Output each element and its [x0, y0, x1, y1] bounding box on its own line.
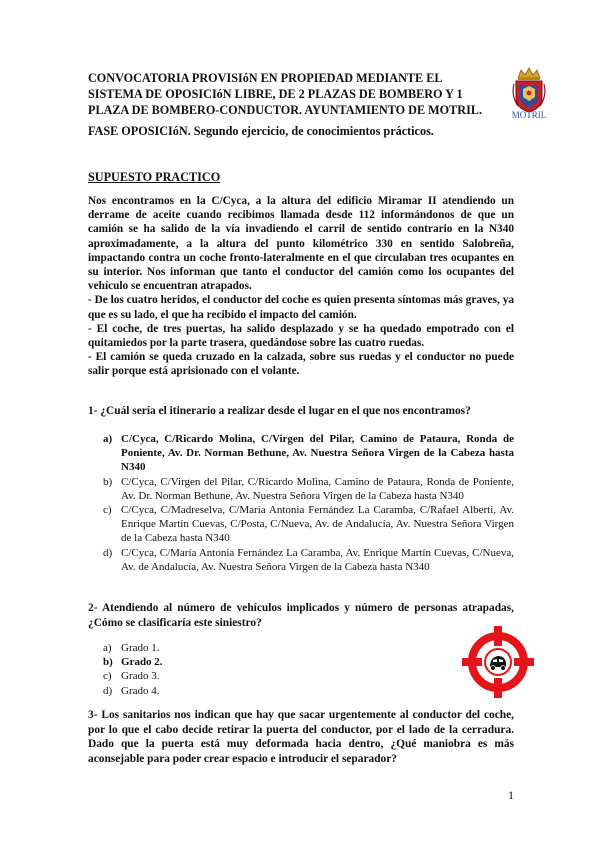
logo-text: MOTRIL: [511, 110, 547, 120]
answer-letter: b): [103, 656, 113, 669]
scenario-paragraph: Nos encontramos en la C/Cyca, a la altura del edificio Miramar II atendiendo un derrame de aceite cuando recibimos llamada desde 112 informándonos de que un camión se ha salido de la vía invadiendo el carril de sentido contrario en la N340 aproximadamente, a la altura del punto kilométrico 330 en sentido Salobreña, impactando contra un coche fronto-lateralmente en el que circulaban tres ocupantes en su interior. Nos informan que tanto el conductor del camión como los ocupantes del vehículo se encuentran atrapados.: [88, 195, 514, 293]
question-3: 3- Los sanitarios nos indican que hay que sacar urgentemente al conductor del coche, por lo que el cabo decide retirar la puerta del conductor, por el lado de la cerradura. Dado que la puerta está muy deformada hacia dentro, ¿Qué maniobra es más aconsejable para poder crear espacio e introducir el separador?: [88, 709, 514, 765]
answer-text: C/Cyca, C/Ricardo Molina, C/Virgen del Pilar, Camino de Pataura, Ronda de Poniente, Av. Dr. Norman Bethune, Av. Nuestra Señora Virgen de la Cabeza hasta N340: [121, 433, 514, 474]
answer-item: [103, 641, 321, 655]
answer-letter: a): [103, 433, 113, 445]
answer-text: Grado 2.: [121, 656, 163, 669]
motril-coat-of-arms-logo: [509, 66, 549, 124]
answer-item: [103, 655, 321, 669]
answer-item: [103, 546, 514, 574]
scenario-paragraph: - De los cuatro heridos, el conductor del coche es quien presenta síntomas más graves, ya que es su lado, el que ha recibido el impacto del camión.: [88, 294, 514, 321]
crosshair-target-icon: [462, 626, 534, 698]
answer-item: [103, 475, 514, 503]
answer-text: C/Cyca, C/María Antonia Fernández La Caramba, Av. Enrique Martín Cuevas, C/Nueva, Av. de Andalucía, Av. Nuestra Señora Virgen de la Cabeza hasta N340: [121, 546, 514, 573]
convocatoria-title: [88, 70, 508, 118]
title-line-2: SISTEMA DE OPOSICIóN LIBRE, DE 2 PLAZAS DE BOMBERO Y 1: [88, 87, 463, 101]
answer-text: Grado 4.: [121, 684, 160, 697]
answer-letter: c): [103, 504, 112, 517]
title-line-3: PLAZA DE BOMBERO-CONDUCTOR. AYUNTAMIENTO DE MOTRIL.: [88, 103, 482, 117]
question-1: 1- ¿Cuál sería el itinerario a realizar desde el lugar en el que nos encontramos?: [88, 405, 471, 417]
answer-letter: a): [103, 642, 112, 654]
scenario-text: [88, 194, 514, 379]
scenario-paragraph: - El coche, de tres puertas, ha salido desplazado y se ha quedado empotrado con el quitamiedos por la parte trasera, quedándose sobre las cuatro ruedas.: [88, 322, 514, 350]
answer-text: Grado 3.: [121, 670, 160, 683]
phase-heading: FASE OPOSICIóN. Segundo ejercicio, de conocimientos prácticos.: [88, 124, 434, 138]
question-1-answers: [103, 432, 514, 574]
answer-letter: b): [103, 475, 113, 488]
answer-text: C/Cyca, C/Virgen del Pilar, C/Ricardo Molina, Camino de Pataura, Ronda de Poniente, Av. Dr. Norman Bethune, Av. Nuestra Señora Virgen de la Cabeza hasta N340: [121, 475, 514, 502]
answer-item: [103, 432, 514, 475]
section-title: SUPUESTO PRACTICO: [88, 170, 221, 184]
answer-letter: c): [103, 670, 112, 683]
question-2-answers: [103, 641, 321, 698]
answer-letter: d): [103, 546, 113, 559]
page-number: 1: [508, 788, 514, 802]
answer-text: C/Cyca, C/Madreselva, C/María Antonia Fernández La Caramba, C/Rafael Alberti, Av. Enrique Martín Cuevas, C/Posta, C/Nueva, Av. de Andalucía, Av. Nuestra Señora Virgen de la Cabeza hasta N340: [121, 504, 514, 545]
answer-item: [103, 503, 514, 546]
answer-text: Grado 1.: [121, 642, 160, 654]
answer-item: [103, 684, 321, 698]
question-2: 2- Atendiendo al número de vehículos implicados y número de personas atrapadas, ¿Cómo se clasificaría este siniestro?: [88, 602, 514, 629]
scenario-paragraph: - El camión se queda cruzado en la calzada, sobre sus ruedas y el conductor no puede salir porque está aprisionado con el volante.: [88, 351, 514, 378]
answer-letter: d): [103, 684, 113, 697]
answer-item: [103, 669, 321, 683]
title-line-1: CONVOCATORIA PROVISIóN EN PROPIEDAD MEDIANTE EL: [88, 71, 443, 85]
